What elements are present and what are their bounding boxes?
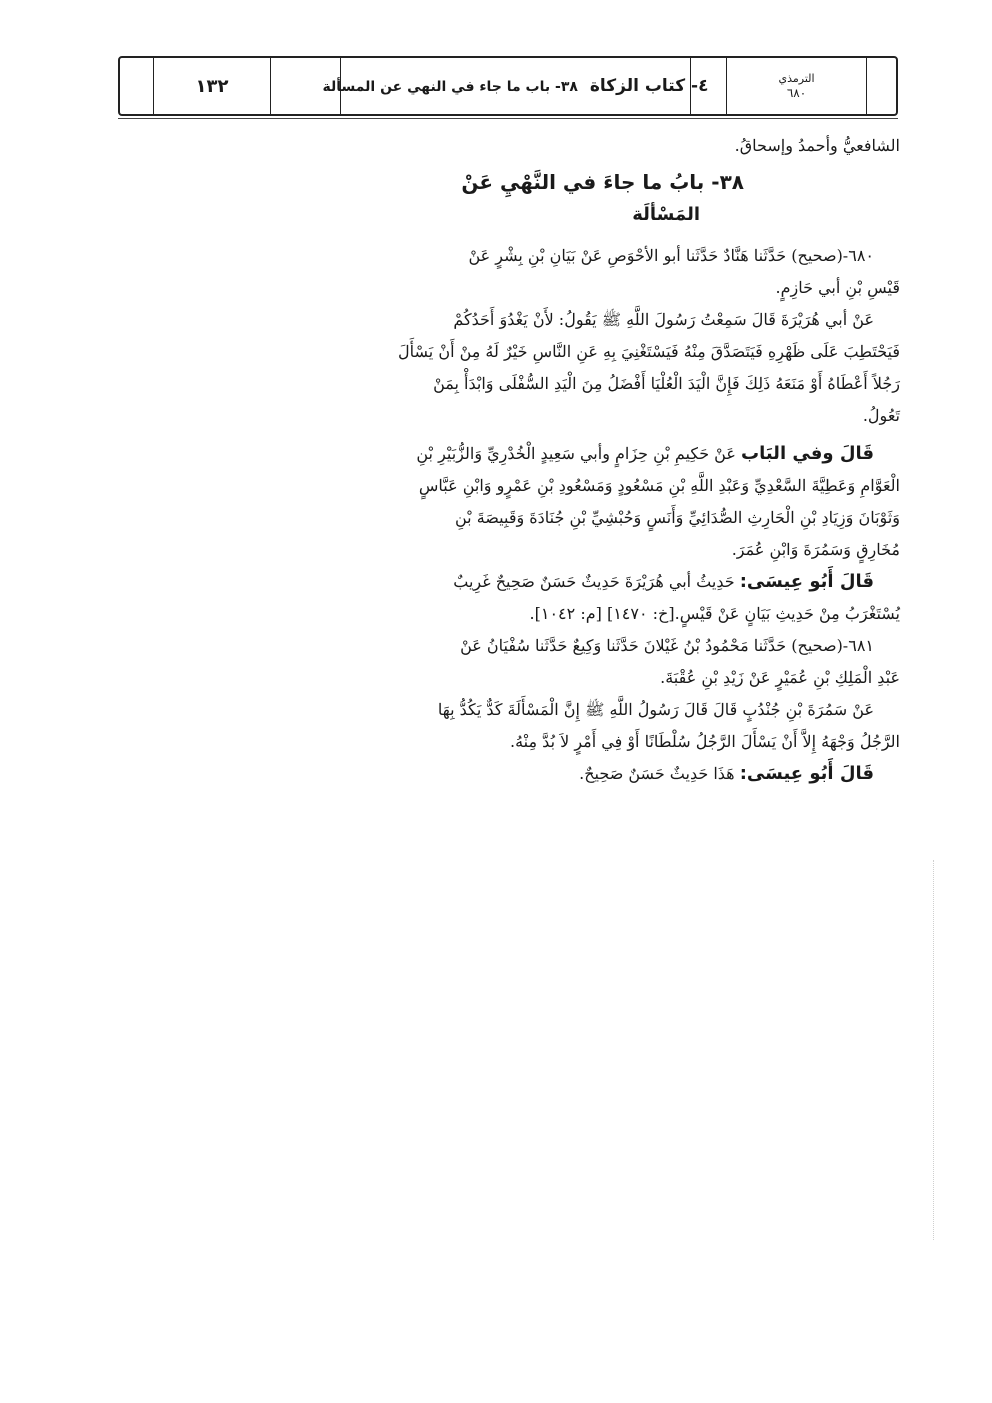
header-title-cell [322, 58, 709, 114]
bab-line: الْعَوَّامِ وَعَطِيَّةَ السَّعْدِيِّ وَعَبْدِ اللَّهِ بْنِ مَسْعُودٍ وَمَسْعُودِ بْنِ عَمْرٍو وَابْنِ عَبَّاسٍ [418, 476, 900, 495]
isnad-line: ٦٨٠-(صحيح) حَدَّثَنا هَنَّادٌ حَدَّثَنا أبو الأحْوَصِ عَنْ بَيَانِ بْنِ بِشْرٍ عَنْ [468, 246, 874, 265]
source-number: ٦٨٠ [786, 86, 807, 100]
header-cell-edge [118, 58, 154, 114]
continuation-line: الشافعيُّ وأحمدُ وإسحاقُ. [734, 136, 900, 155]
source-name: الترمذي [778, 72, 815, 85]
matn-line: عَنْ سَمُرَةَ بْنِ جُنْدُبٍ قَالَ قَالَ رَسُولُ اللَّهِ ﷺ إِنَّ الْمَسْأَلَةَ كَدٌّ يَكُدُّ بِهَا [437, 700, 874, 719]
qala-label: قَالَ وفي البَاب [740, 443, 874, 464]
header-cell-blank [270, 58, 340, 114]
hadith-680 [180, 240, 900, 432]
matn-line: تَعُولُ. [862, 406, 900, 425]
chapter-heading: ٣٨- بابُ ما جاءَ في النَّهْيِ عَنْ [461, 170, 744, 194]
page-header [118, 56, 898, 116]
matn-line: فَيَحْتَطِبَ عَلَى ظَهْرِهِ فَيَتَصَدَّقَ مِنْهُ فَيَسْتَغْنِيَ بِهِ عَنِ النَّاسِ خَيْرٌ لَهُ مِنْ أَنْ يَسْأَلَ [398, 342, 900, 361]
scan-artifact [933, 860, 934, 1240]
page-number: ١٣٢ [195, 75, 229, 97]
hukm-text: حَدِيثُ أبي هُرَيْرَةَ حَدِيثٌ حَسَنٌ صَحِيحٌ غَرِيبٌ [453, 572, 735, 591]
hukm-text: هَذَا حَدِيثٌ حَسَنٌ صَحِيحٌ. [579, 764, 735, 783]
book-title: ٤- كتاب الزكاة [589, 76, 709, 96]
hadith-681 [180, 630, 900, 790]
chapter-heading-continued: المَسْألَة [632, 204, 700, 225]
matn-line: الرَّجُلُ وَجْهَهُ إِلاَّ أَنْ يَسْأَلَ الرَّجُلُ سُلْطَانًا أَوْ فِي أَمْرٍ لاَ بُدَّ مِنْهُ. [510, 732, 900, 751]
chapter-title: ٣٨- باب ما جاء في النهي عن المسألة [322, 79, 578, 95]
running-title [323, 76, 709, 96]
hukm-680 [180, 566, 900, 630]
hukm-line [180, 758, 900, 790]
matn-line: عَنْ أبي هُرَيْرَةَ قَالَ سَمِعْتُ رَسُولَ اللَّهِ ﷺ يَقُولُ: لأَنْ يَغْدُوَ أَحَدُكُمْ [453, 310, 874, 329]
isnad-line: قَيْسِ بْنِ أبي حَازِمٍ. [775, 278, 900, 297]
hukm-line: يُسْتَغْرَبُ مِنْ حَدِيثِ بَيَانٍ عَنْ قَيْسٍ.[خ: ١٤٧٠] [م: ١٠٤٢]. [529, 604, 900, 623]
header-rule [118, 118, 898, 119]
hukm-line [180, 566, 900, 598]
isnad-line: عَبْدِ الْمَلِكِ بْنِ عُمَيْرٍ عَنْ زَيْدِ بْنِ عُقْبَةَ. [660, 668, 900, 687]
abu-isa-label: قَالَ أَبُو عِيسَى: [739, 763, 874, 784]
bab-line [180, 438, 900, 470]
bab-section [180, 438, 900, 566]
bab-line: مُخَارِقٍ وَسَمُرَةَ وَابْنِ عُمَرَ. [731, 540, 900, 559]
isnad-line: ٦٨١-(صحيح) حَدَّثَنا مَحْمُودُ بْنُ غَيْلانَ حَدَّثَنا وَكِيعٌ حَدَّثَنا سُفْيَانُ عَنْ [460, 636, 874, 655]
header-cell-blank [866, 58, 896, 114]
abu-isa-label: قَالَ أَبُو عِيسَى: [739, 571, 874, 592]
matn-line: رَجُلاً أَعْطَاهُ أَوْ مَنَعَهُ ذَلِكَ فَإِنَّ الْيَدَ الْعُلْيَا أَفْضَلُ مِنَ الْيَدِ السُّفْلَى وَابْدَأْ بِمَنْ [433, 374, 900, 393]
header-source-cell [726, 58, 866, 114]
page-body [180, 130, 900, 790]
bab-line: وَثَوْبَانَ وَزِيَادِ بْنِ الْحَارِثِ الصُّدَائِيِّ وَأَنَسٍ وَحُبْشِيِّ بْنِ جُنَادَةَ وَقَبِيصَةَ بْنِ [455, 508, 900, 527]
header-page-cell [154, 58, 270, 114]
bab-text: عَنْ حَكِيمِ بْنِ حِزَامٍ وأبي سَعِيدٍ الْخُدْرِيِّ وَالزُّبَيْرِ بْنِ [416, 444, 736, 463]
